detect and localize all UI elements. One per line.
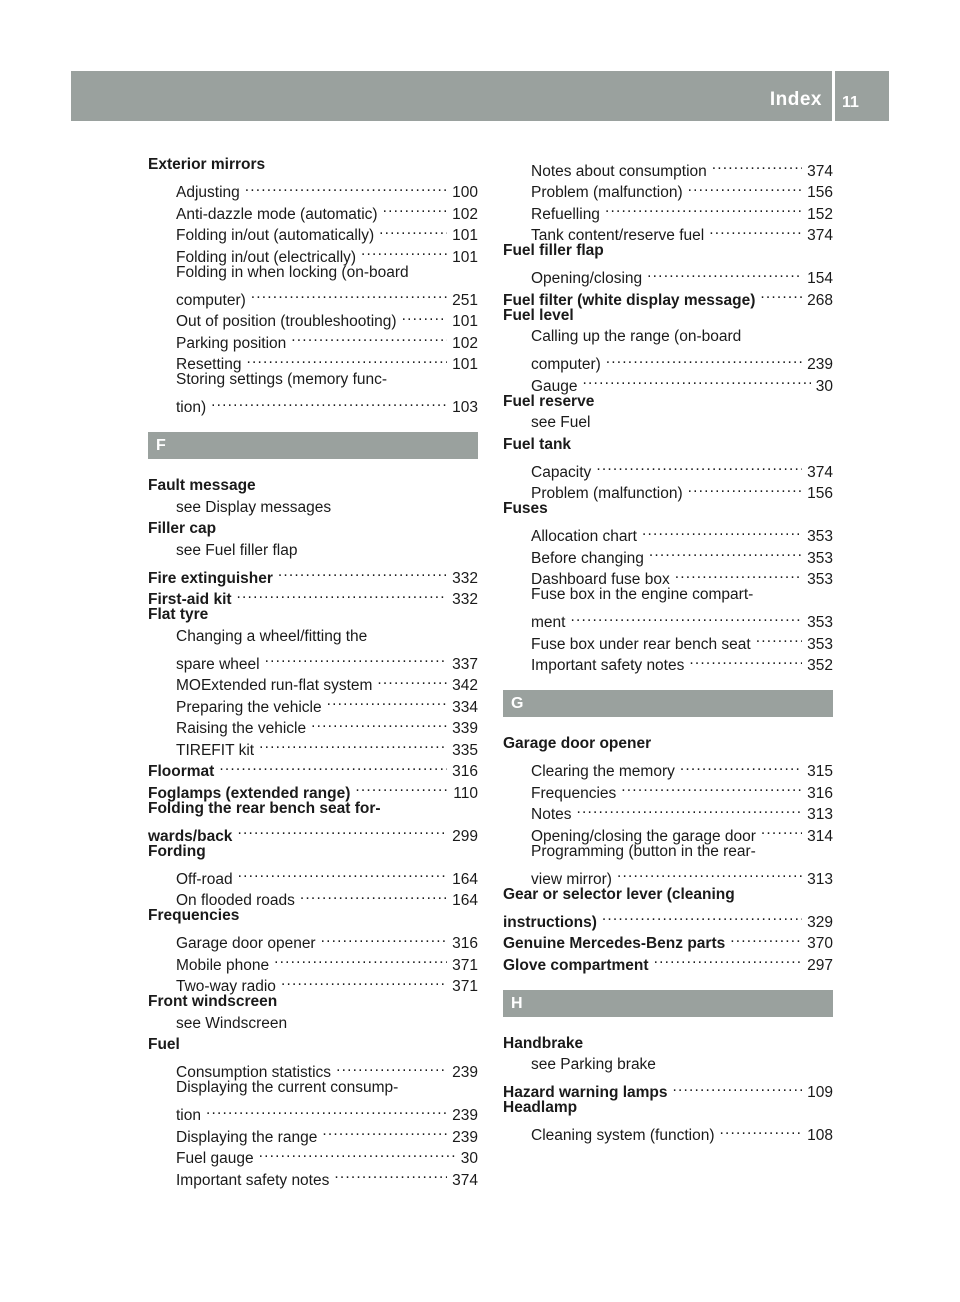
- entry-text: Displaying the current consump-: [176, 1079, 399, 1096]
- entry-text: Genuine Mercedes-Benz parts: [503, 935, 726, 952]
- entry-text: Folding in/out (automatically): [176, 227, 375, 244]
- page-reference: 154: [807, 270, 833, 287]
- entry-text: Fuel tank: [503, 435, 572, 453]
- dot-leader: [361, 240, 447, 262]
- page-reference: 315: [807, 763, 833, 780]
- index-entry: [503, 391, 833, 413]
- dot-leader: [720, 1119, 803, 1141]
- entry-text: Flat tyre: [148, 606, 209, 623]
- index-entry: [148, 604, 478, 626]
- index-subentry: [503, 584, 833, 606]
- page-reference: 101: [452, 356, 478, 373]
- entry-text: Dashboard fuse box: [531, 571, 670, 588]
- dot-leader: [649, 541, 802, 563]
- index-subentry: [148, 369, 478, 391]
- index-subentry: [148, 1013, 478, 1035]
- entry-text: Notes: [531, 806, 572, 823]
- dot-leader: [688, 176, 803, 198]
- page-reference: 103: [452, 399, 478, 416]
- page-reference: 239: [452, 1128, 478, 1146]
- entry-text: Resetting: [176, 356, 242, 373]
- entry-text: Folding the rear bench seat for-: [148, 799, 381, 817]
- page-reference: 164: [452, 870, 478, 888]
- entry-text: Fuel: [148, 1036, 180, 1053]
- dot-leader: [355, 776, 448, 798]
- dot-leader: [322, 1120, 447, 1142]
- entry-text: Fuel reserve: [503, 392, 595, 410]
- page-reference: 164: [452, 892, 478, 909]
- page-reference: 374: [807, 162, 833, 180]
- entry-text: Folding in/out (electrically): [176, 248, 357, 266]
- page-reference: 101: [452, 313, 478, 330]
- page-reference: 314: [807, 827, 833, 845]
- dot-leader: [321, 927, 448, 949]
- entry-text: Fuse box in the engine compart-: [531, 586, 754, 603]
- entry-text: Floormat: [148, 763, 215, 780]
- entry-text: ment: [531, 614, 566, 631]
- index-subentry: [503, 412, 833, 434]
- index-entry: [503, 1033, 833, 1055]
- dot-leader: [251, 283, 447, 305]
- index-subentry: [503, 326, 833, 348]
- index-entry: [148, 518, 478, 540]
- entry-text: Calling up the range (on-board: [531, 328, 742, 345]
- entry-text: Fuse box under rear bench seat: [531, 635, 751, 653]
- page-reference: 299: [452, 827, 478, 845]
- index-entry: [503, 1076, 833, 1101]
- page-reference: 251: [452, 291, 478, 309]
- entry-text: Fuel level: [503, 306, 574, 324]
- index-subentry: [148, 862, 478, 888]
- entry-text: Anti-dazzle mode (automatic): [176, 205, 378, 223]
- entry-text: MOExtended run-flat system: [176, 677, 373, 694]
- entry-text: Garage door opener: [176, 935, 316, 952]
- entry-text: Fault message: [148, 477, 256, 494]
- dot-leader: [334, 1163, 447, 1185]
- entry-text: Storing settings (memory func-: [176, 371, 388, 388]
- index-column-right: [503, 154, 833, 1144]
- entry-text: Headlamp: [503, 1099, 578, 1116]
- page-reference: 316: [807, 784, 833, 802]
- dot-leader: [336, 1056, 447, 1078]
- dot-leader: [654, 948, 803, 970]
- entry-text: Programming (button in the rear-: [531, 842, 756, 860]
- entry-text: Tank content/reserve fuel: [531, 227, 705, 244]
- entry-text: Displaying the range: [176, 1128, 318, 1146]
- page-reference: 374: [807, 227, 833, 244]
- entry-text: view mirror): [531, 870, 612, 888]
- index-subentry: [503, 1054, 833, 1076]
- entry-text: Adjusting: [176, 184, 240, 201]
- entry-text: Folding in when locking (on-board: [176, 263, 409, 281]
- entry-text: Fuel filter (white display message): [503, 291, 756, 309]
- dot-leader: [688, 477, 803, 499]
- page-reference: 371: [452, 978, 478, 995]
- entry-text: computer): [176, 291, 246, 309]
- index-subentry: [503, 841, 833, 863]
- dot-leader: [596, 455, 802, 477]
- page-reference: 334: [452, 698, 478, 716]
- page-reference: 353: [807, 614, 833, 631]
- entry-text: Two-way radio: [176, 978, 276, 995]
- entry-text: see Display messages: [176, 498, 332, 516]
- dot-leader: [402, 305, 448, 327]
- entry-text: spare wheel: [176, 655, 260, 673]
- page-reference: 339: [452, 720, 478, 737]
- entry-text: Frequencies: [148, 907, 240, 924]
- entry-text: Gear or selector lever (cleaning: [503, 885, 735, 903]
- index-subentry: [503, 1119, 833, 1144]
- index-entry: [148, 475, 478, 497]
- entry-text: Glove compartment: [503, 956, 649, 974]
- page-reference: 332: [452, 569, 478, 587]
- index-subentry: [148, 647, 478, 673]
- page-reference: 101: [452, 248, 478, 266]
- page-reference: 101: [452, 227, 478, 244]
- index-entry: [148, 154, 478, 176]
- index-subentry: [148, 1099, 478, 1124]
- dot-leader: [379, 219, 447, 241]
- entry-text: Frequencies: [531, 784, 617, 802]
- index-subentry: [503, 455, 833, 481]
- page-reference: 342: [452, 677, 478, 694]
- letter-section-header: G: [503, 690, 833, 717]
- entry-text: TIREFIT kit: [176, 741, 255, 759]
- entry-text: Foglamps (extended range): [148, 784, 351, 802]
- entry-text: Mobile phone: [176, 956, 270, 974]
- dot-leader: [211, 391, 447, 413]
- letter-section-header: F: [148, 432, 478, 459]
- page-reference: 371: [452, 956, 478, 974]
- entry-text: Preparing the vehicle: [176, 698, 322, 716]
- index-subentry: [148, 1077, 478, 1099]
- index-entry: [148, 905, 478, 927]
- entry-text: see Fuel: [531, 414, 591, 431]
- entry-text: Raising the vehicle: [176, 720, 307, 737]
- page-reference: 30: [815, 377, 833, 395]
- entry-text: Out of position (troubleshooting): [176, 313, 397, 330]
- page-reference: 100: [452, 184, 478, 201]
- entry-text: computer): [531, 356, 601, 373]
- dot-leader: [206, 1099, 447, 1121]
- dot-leader: [673, 1076, 803, 1098]
- index-entry: [148, 819, 478, 845]
- dot-leader: [259, 733, 447, 755]
- index-entry: [148, 798, 478, 820]
- index-subentry: [503, 755, 833, 780]
- entry-text: tion: [176, 1107, 201, 1124]
- page-reference: 353: [807, 549, 833, 567]
- index-subentry: [148, 927, 478, 952]
- index-subentry: [503, 154, 833, 180]
- dot-leader: [219, 755, 447, 777]
- dot-leader: [761, 819, 802, 841]
- page-reference: 374: [452, 1171, 478, 1189]
- entry-text: Important safety notes: [176, 1171, 330, 1189]
- entry-text: Consumption statistics: [176, 1064, 332, 1081]
- page-reference: 313: [807, 870, 833, 888]
- dot-leader: [265, 647, 448, 669]
- dot-leader: [383, 197, 448, 219]
- index-subentry: [503, 862, 833, 888]
- entry-text: Filler cap: [148, 520, 217, 537]
- dot-leader: [377, 669, 447, 691]
- entry-text: Handbrake: [503, 1034, 584, 1052]
- entry-text: Cleaning system (function): [531, 1127, 715, 1144]
- entry-text: On flooded roads: [176, 892, 295, 909]
- page-reference: 30: [460, 1150, 478, 1167]
- page-reference: 316: [452, 763, 478, 780]
- entry-text: Problem (malfunction): [531, 485, 683, 502]
- entry-text: Changing a wheel/fitting the: [176, 627, 368, 645]
- page-reference: 353: [807, 528, 833, 545]
- page-reference: 239: [807, 356, 833, 373]
- index-entry: [148, 841, 478, 863]
- dot-leader: [675, 563, 802, 585]
- entry-text: Problem (malfunction): [531, 184, 683, 201]
- dot-leader: [709, 219, 802, 241]
- index-subentry: [148, 262, 478, 284]
- page-reference: 353: [807, 635, 833, 653]
- dot-leader: [291, 326, 447, 348]
- section-title: Index: [769, 89, 822, 110]
- dot-leader: [238, 862, 448, 884]
- dot-leader: [602, 905, 802, 927]
- index-subentry: [148, 497, 478, 519]
- dot-leader: [327, 690, 448, 712]
- entry-text: Opening/closing: [531, 270, 643, 287]
- dot-leader: [259, 1142, 456, 1164]
- page-reference: 329: [807, 913, 833, 931]
- index-subentry: [503, 520, 833, 545]
- dot-leader: [237, 819, 447, 841]
- page-reference: 337: [452, 655, 478, 673]
- index-subentry: [148, 1056, 478, 1081]
- dot-leader: [712, 154, 802, 176]
- entry-text: see Fuel filler flap: [176, 541, 298, 559]
- page-reference: 353: [807, 571, 833, 588]
- dot-leader: [689, 649, 802, 671]
- entry-text: Before changing: [531, 549, 644, 567]
- index-entry: [503, 905, 833, 931]
- page-reference: 110: [453, 784, 478, 802]
- page-reference: 109: [807, 1084, 833, 1101]
- dot-leader: [642, 520, 802, 542]
- index-column-left: [148, 154, 478, 1189]
- page-reference: 352: [807, 657, 833, 674]
- entry-text: Exterior mirrors: [148, 156, 266, 173]
- entry-text: Off-road: [176, 870, 233, 888]
- entry-text: wards/back: [148, 827, 233, 845]
- dot-leader: [311, 712, 447, 734]
- page-reference: 239: [452, 1064, 478, 1081]
- entry-text: Front windscreen: [148, 993, 278, 1010]
- dot-leader: [570, 606, 802, 628]
- page-reference: 239: [452, 1107, 478, 1124]
- dot-leader: [281, 970, 447, 992]
- dot-leader: [730, 927, 802, 949]
- page-reference: 156: [807, 485, 833, 502]
- dot-leader: [577, 798, 803, 820]
- entry-text: Capacity: [531, 463, 592, 481]
- entry-text: Important safety notes: [531, 657, 685, 674]
- index-entry: [503, 434, 833, 456]
- index-entry: [503, 733, 833, 755]
- entry-text: Garage door opener: [503, 735, 652, 752]
- index-entry: [148, 1034, 478, 1056]
- page-reference: 297: [807, 956, 833, 974]
- dot-leader: [605, 197, 802, 219]
- entry-text: tion): [176, 399, 207, 416]
- index-subentry: [148, 540, 478, 562]
- index-entry: [503, 1097, 833, 1119]
- entry-text: Allocation chart: [531, 528, 637, 545]
- index-subentry: [148, 391, 478, 416]
- entry-text: Fuel filler flap: [503, 242, 604, 259]
- entry-text: Hazard warning lamps: [503, 1084, 668, 1101]
- index-entry: [148, 561, 478, 587]
- index-subentry: [503, 262, 833, 287]
- entry-text: see Parking brake: [531, 1056, 656, 1073]
- entry-text: Fire extinguisher: [148, 569, 273, 587]
- dot-leader: [617, 862, 802, 884]
- entry-text: Refuelling: [531, 205, 600, 223]
- page-reference: 374: [807, 463, 833, 481]
- dot-leader: [583, 369, 811, 391]
- entry-text: Clearing the memory: [531, 763, 675, 780]
- dot-leader: [274, 948, 447, 970]
- page-reference: 370: [807, 935, 833, 952]
- letter-section-header: H: [503, 990, 833, 1017]
- dot-leader: [278, 561, 447, 583]
- index-subentry: [148, 283, 478, 309]
- entry-text: Fording: [148, 842, 206, 860]
- header-divider: [832, 71, 835, 121]
- page-reference: 152: [807, 205, 833, 223]
- dot-leader: [621, 776, 802, 798]
- index-entry: [148, 991, 478, 1013]
- dot-leader: [300, 884, 447, 906]
- page-reference: 108: [807, 1127, 833, 1144]
- entry-text: Fuses: [503, 500, 548, 517]
- index-entry: [503, 884, 833, 906]
- page-reference: 268: [807, 291, 833, 309]
- entry-text: Opening/closing the garage door: [531, 827, 756, 845]
- page-reference: 102: [452, 334, 478, 352]
- page-reference: 313: [807, 806, 833, 823]
- entry-text: Fuel gauge: [176, 1150, 254, 1167]
- entry-text: see Windscreen: [176, 1014, 288, 1032]
- dot-leader: [237, 583, 448, 605]
- index-subentry: [148, 176, 478, 201]
- page-reference: 335: [452, 741, 478, 759]
- dot-leader: [756, 627, 802, 649]
- dot-leader: [680, 755, 802, 777]
- dot-leader: [760, 283, 802, 305]
- dot-leader: [647, 262, 802, 284]
- entry-text: Notes about consumption: [531, 162, 707, 180]
- dot-leader: [246, 348, 447, 370]
- entry-text: Parking position: [176, 334, 287, 352]
- page-reference: 156: [807, 184, 833, 201]
- index-subentry: [503, 606, 833, 631]
- entry-text: First-aid kit: [148, 591, 232, 608]
- page-number: 11: [842, 94, 859, 111]
- index-subentry: [148, 626, 478, 648]
- page-reference: 316: [452, 935, 478, 952]
- page-reference: 102: [452, 205, 478, 223]
- index-subentry: [503, 348, 833, 373]
- dot-leader: [245, 176, 447, 198]
- entry-text: Gauge: [531, 377, 578, 395]
- page-reference: 332: [452, 591, 478, 608]
- entry-text: instructions): [503, 913, 597, 931]
- dot-leader: [606, 348, 802, 370]
